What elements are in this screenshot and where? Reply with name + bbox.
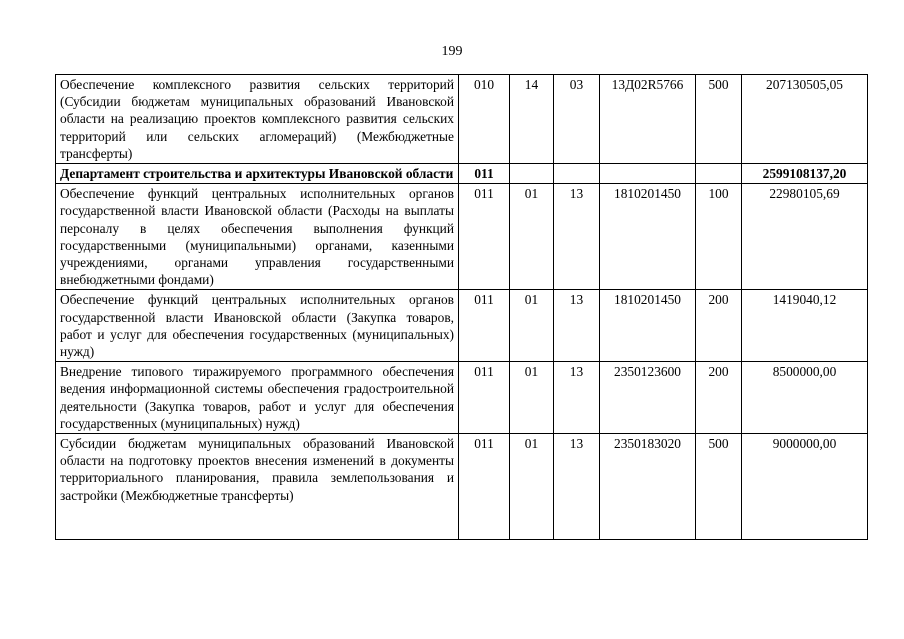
grbs-code-cell: 011 [459, 184, 510, 290]
table-row [56, 290, 868, 362]
target-article-cell: 2350123600 [600, 362, 696, 434]
section-code-cell: 14 [510, 75, 554, 164]
amount-cell: 207130505,05 [742, 75, 868, 164]
expense-type-cell: 200 [696, 290, 742, 362]
subsection-code-cell: 03 [554, 75, 600, 164]
grbs-code-cell: 010 [459, 75, 510, 164]
row-name-cell: Субсидии бюджетам муниципальных образований Ивановской области на подготовку проектов внесения изменений в документы территориального планирования, правила землепользования и застройки (Межбюджетные трансферты) [56, 434, 459, 540]
expense-type-cell [696, 164, 742, 184]
grbs-code-cell: 011 [459, 434, 510, 540]
table-row [56, 362, 868, 434]
amount-cell: 8500000,00 [742, 362, 868, 434]
amount-cell: 1419040,12 [742, 290, 868, 362]
subsection-code-cell: 13 [554, 290, 600, 362]
expense-type-cell: 500 [696, 75, 742, 164]
target-article-cell [600, 164, 696, 184]
row-name-cell: Департамент строительства и архитектуры Ивановской области [56, 164, 459, 184]
section-code-cell: 01 [510, 434, 554, 540]
subsection-code-cell [554, 164, 600, 184]
amount-cell: 9000000,00 [742, 434, 868, 540]
amount-cell: 2599108137,20 [742, 164, 868, 184]
section-code-cell: 01 [510, 362, 554, 434]
page-number: 199 [441, 44, 463, 59]
table-row [56, 434, 868, 540]
row-name-cell: Обеспечение функций центральных исполнительных органов государственной власти Ивановской области (Расходы на выплаты персоналу в целях обеспечения выполнения функций государственными (муниципальными) органами, казенными учреждениями, органами управления государственными внебюджетными фондами) [56, 184, 459, 290]
expense-type-cell: 500 [696, 434, 742, 540]
section-code-cell: 01 [510, 290, 554, 362]
expense-type-cell: 100 [696, 184, 742, 290]
grbs-code-cell: 011 [459, 290, 510, 362]
subsection-code-cell: 13 [554, 362, 600, 434]
subsection-code-cell: 13 [554, 434, 600, 540]
target-article-cell: 1810201450 [600, 290, 696, 362]
row-name-cell: Внедрение типового тиражируемого программного обеспечения ведения информационной системы обеспечения градостроительной деятельности (Закупка товаров, работ и услуг для обеспечения государственных (муниципальных) нужд) [56, 362, 459, 434]
target-article-cell: 1810201450 [600, 184, 696, 290]
target-article-cell: 13Д02R5766 [600, 75, 696, 164]
budget-table [55, 74, 868, 540]
row-name-cell: Обеспечение комплексного развития сельских территорий (Субсидии бюджетам муниципальных образований Ивановской области на реализацию проектов комплексного развития сельских территорий или сельских агломераций) (Межбюджетные трансферты) [56, 75, 459, 164]
amount-cell: 22980105,69 [742, 184, 868, 290]
section-code-cell [510, 164, 554, 184]
table-row [56, 75, 868, 164]
row-name-cell: Обеспечение функций центральных исполнительных органов государственной власти Ивановской области (Закупка товаров, работ и услуг для обеспечения государственных (муниципальных) нужд) [56, 290, 459, 362]
subsection-code-cell: 13 [554, 184, 600, 290]
target-article-cell: 2350183020 [600, 434, 696, 540]
expense-type-cell: 200 [696, 362, 742, 434]
table-row [56, 164, 868, 184]
table-row [56, 184, 868, 290]
section-code-cell: 01 [510, 184, 554, 290]
grbs-code-cell: 011 [459, 362, 510, 434]
grbs-code-cell: 011 [459, 164, 510, 184]
